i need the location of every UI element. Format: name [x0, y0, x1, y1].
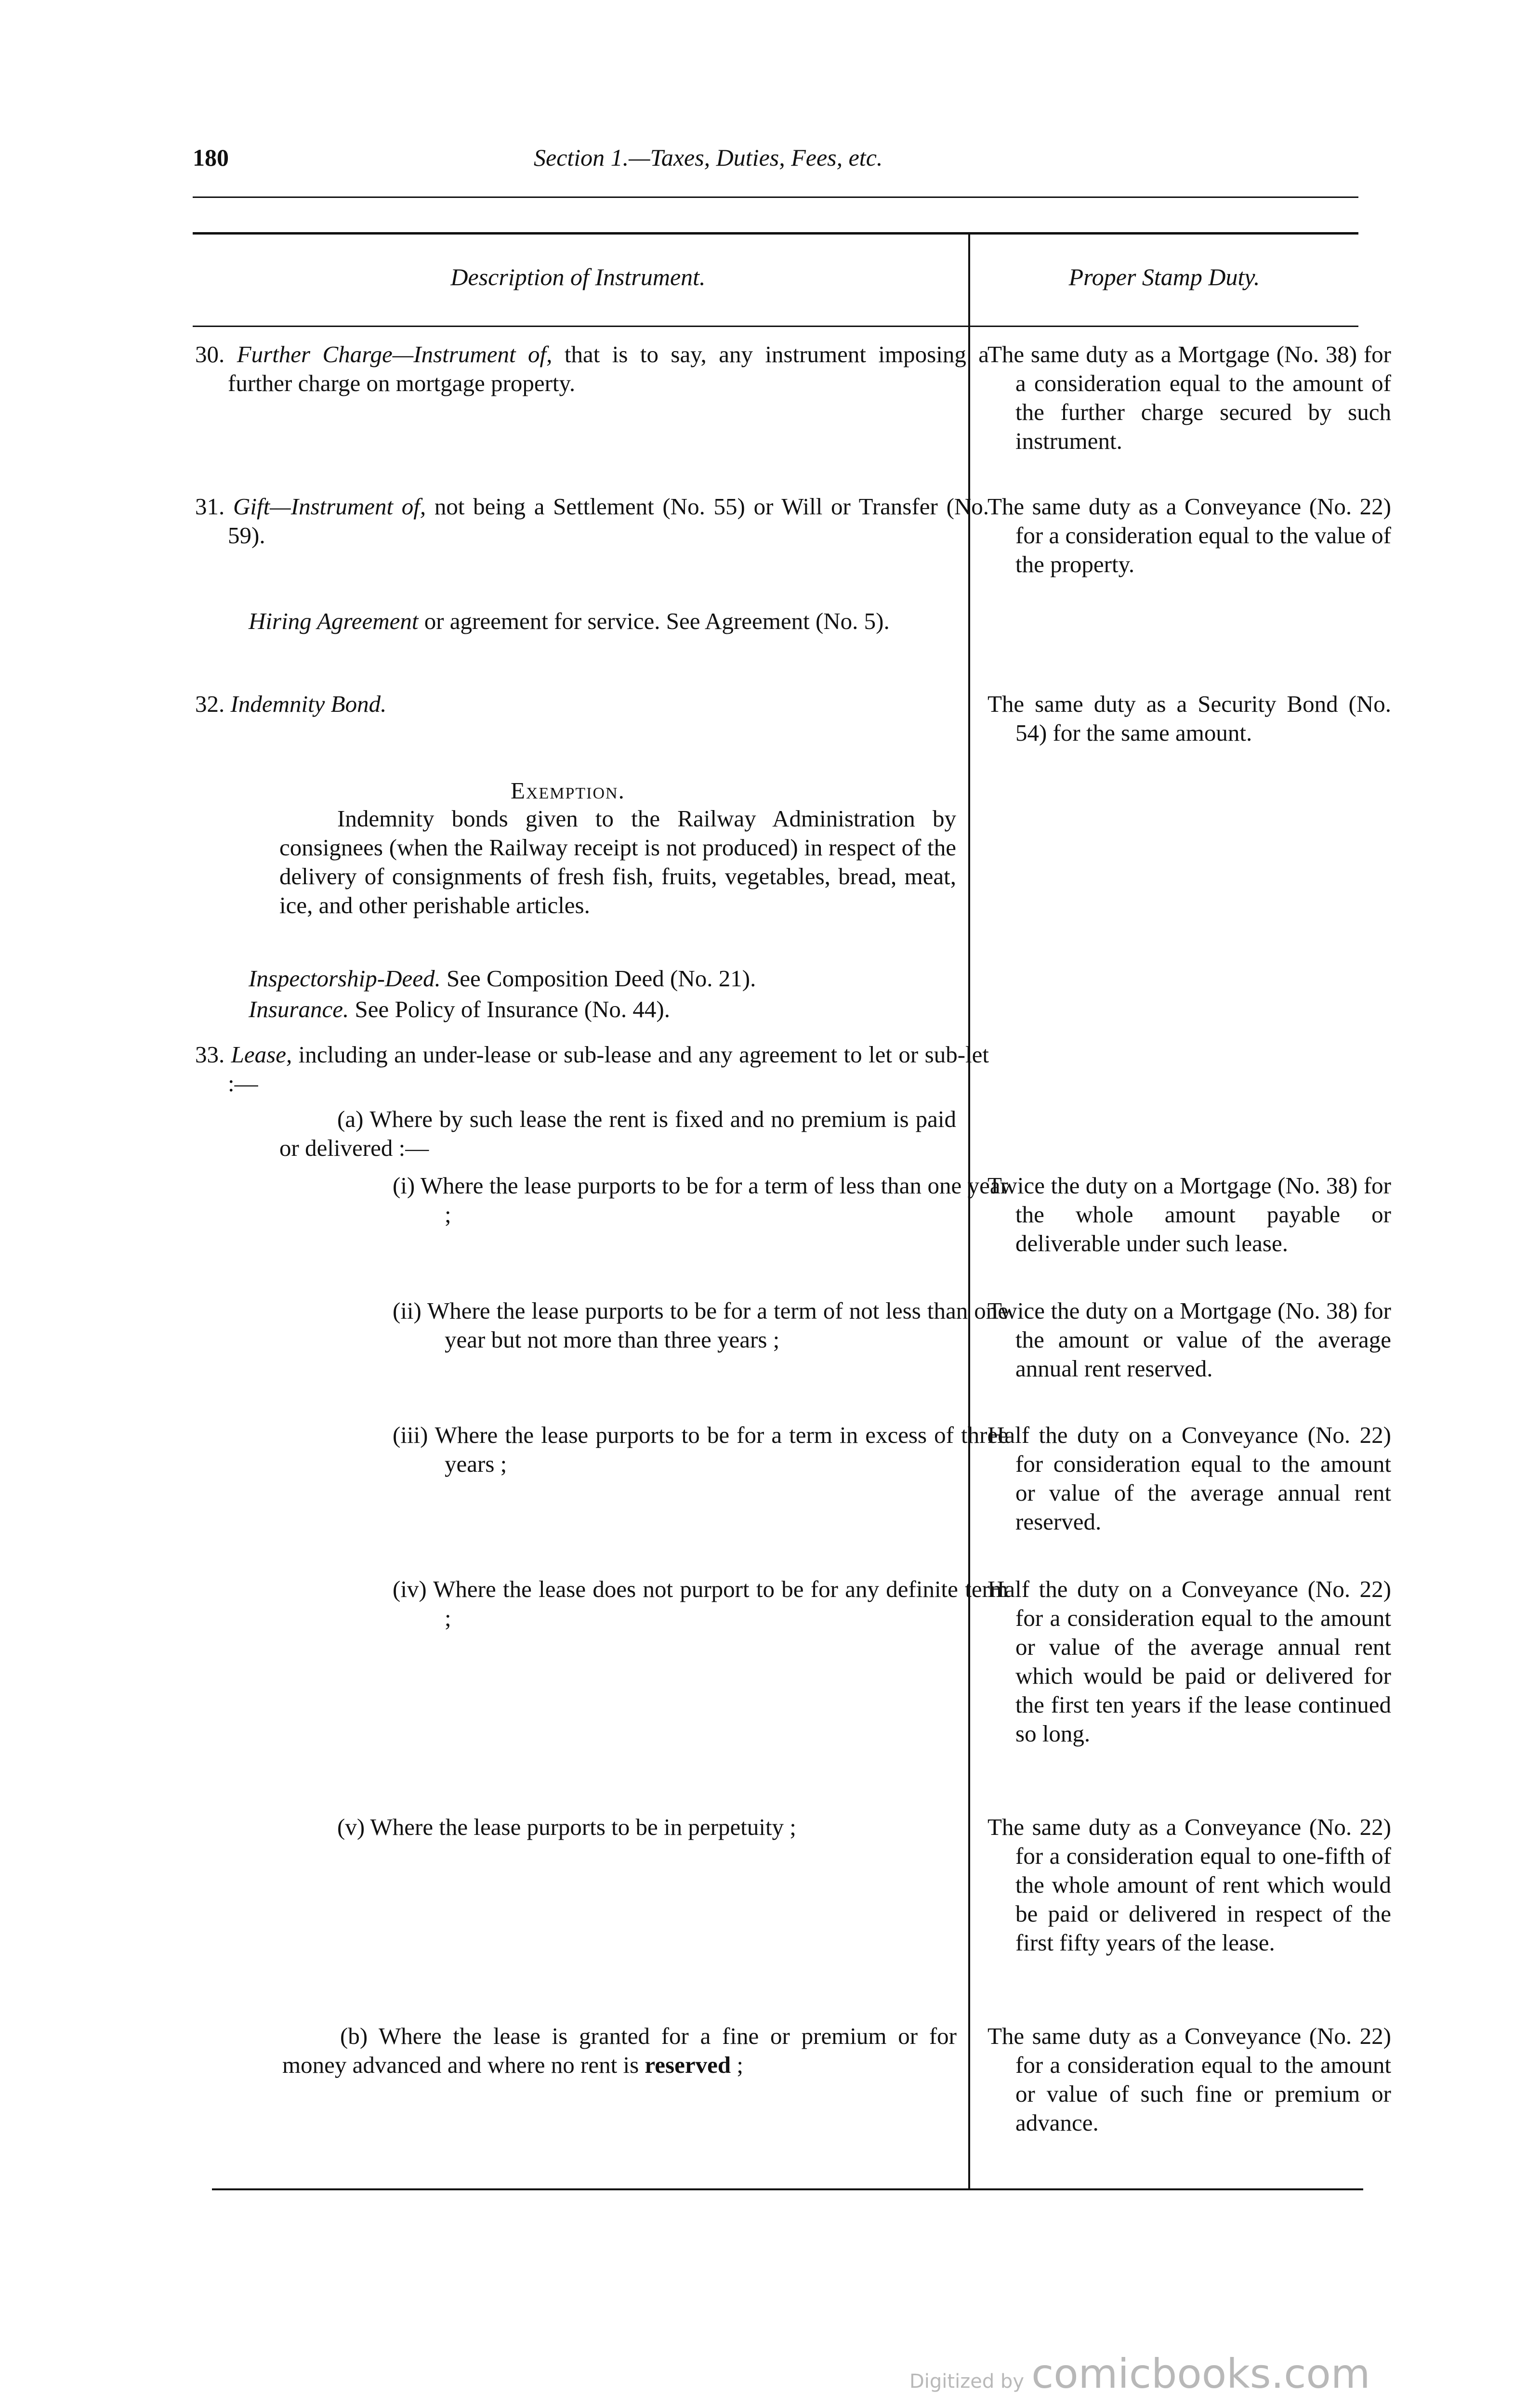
watermark-brand: comicbooks.com: [1031, 2350, 1370, 2397]
clause-text: Where the lease is granted for a fine or premium or for money advanced and where no rent is: [282, 2023, 957, 2078]
entry-31-duty: The same duty as a Conveyance (No. 22) for a consideration equal to the value of the property.: [987, 493, 1391, 577]
reference-title: Hiring Agreement: [249, 608, 419, 634]
reference-text: See Policy of Insurance (No. 44).: [349, 996, 670, 1022]
entry-title: Gift—Instrument of,: [233, 493, 426, 520]
clause-a: [279, 1105, 956, 1163]
insurance-reference: [249, 995, 957, 1024]
clause-label: (b): [340, 2023, 368, 2049]
clause-text: Where by such lease the rent is fixed and no premium is paid or delivered :—: [279, 1106, 956, 1161]
subclause-text: Where the lease purports to be in perpetuity ;: [365, 1814, 796, 1840]
subclause-label: (iii): [393, 1422, 428, 1448]
digitization-watermark: [909, 2350, 1370, 2397]
table-bottom-rule: [212, 2188, 1363, 2190]
entry-32-duty: The same duty as a Security Bond (No. 54) for the same amount.: [987, 691, 1391, 746]
subclause-i-duty: Twice the duty on a Mortgage (No. 38) for the whole amount payable or deliverable under such lease.: [987, 1172, 1391, 1256]
subclause-label: (i): [393, 1172, 415, 1199]
subclause-label: (ii): [393, 1297, 421, 1324]
clause-text-end: ;: [731, 2052, 743, 2078]
inspectorship-reference: [249, 964, 957, 993]
subclause-v-duty: The same duty as a Conveyance (No. 22) for a consideration equal to one-fifth of the whole amount of rent which would be paid or delivered in respect of the first fifty years of the lease.: [987, 1814, 1391, 1956]
subclause-iii-duty: Half the duty on a Conveyance (No. 22) for consideration equal to the amount or value of the average annual rent reserved.: [987, 1422, 1391, 1535]
exemption-heading: Exemption.: [511, 777, 625, 804]
table-top-rule: [193, 232, 1358, 235]
header-rule: [193, 196, 1358, 198]
subclause-iv-duty: Half the duty on a Conveyance (No. 22) for a consideration equal to the amount or value of the average annual rent which would be paid or delivered for the first ten years if the lease continued so long.: [987, 1576, 1391, 1747]
subclause-label: (v): [337, 1814, 365, 1840]
exemption-text: Indemnity bonds given to the Railway Administration by consignees (when the Railway receipt is not produced) in respect of the delivery of consignments of fresh fish, fruits, vegetables, bread, meat, ice, and other perishable articles.: [279, 805, 956, 918]
reference-text: or agreement for service. See Agreement (No. 5).: [418, 608, 890, 634]
entry-text: including an under-lease or sub-lease and any agreement to let or sub-let :—: [228, 1041, 989, 1097]
entry-30-description: [195, 340, 989, 398]
subclause-ii-duty: Twice the duty on a Mortgage (No. 38) for the amount or value of the average annual rent reserved.: [987, 1297, 1391, 1382]
subclause-text: Where the lease does not purport to be for any definite term ;: [433, 1576, 1008, 1631]
page-number: 180: [193, 144, 229, 171]
subclause-text: Where the lease purports to be for a term of less than one year ;: [420, 1172, 1008, 1228]
entry-title: Indemnity Bond.: [230, 691, 387, 717]
subclause-ii: [393, 1296, 1008, 1354]
subclause-label: (iv): [393, 1576, 427, 1602]
entry-number: 32.: [195, 691, 225, 717]
description-column-heading: Description of Instrument.: [450, 263, 706, 290]
entry-32-description: [195, 690, 956, 719]
duty-column-heading: Proper Stamp Duty.: [1068, 263, 1260, 290]
subclause-text: Where the lease purports to be for a term in excess of three years ;: [434, 1422, 1008, 1477]
subclause-v: [337, 1813, 959, 1842]
reference-title: Insurance.: [249, 996, 349, 1022]
entry-number: 33.: [195, 1041, 225, 1068]
clause-text-bold: reserved: [645, 2052, 731, 2078]
section-title: Section 1.—Taxes, Duties, Fees, etc.: [534, 144, 883, 171]
watermark-prefix: Digitized by: [909, 2370, 1024, 2393]
subclause-iv: [393, 1575, 1008, 1633]
entry-30-duty: The same duty as a Mortgage (No. 38) for a consideration equal to the amount of the further charge secured by such instrument.: [987, 341, 1391, 454]
entry-text: not being a Settlement (No. 55) or Will or Transfer (No. 59).: [228, 493, 989, 549]
entry-text: that is to say, any instrument imposing a further charge on mortgage property.: [228, 341, 989, 396]
subclause-iii: [393, 1421, 1008, 1479]
clause-label: (a): [337, 1106, 364, 1132]
entry-33-description: [195, 1040, 989, 1098]
entry-title: Further Charge—Instrument of,: [237, 341, 553, 367]
entry-number: 31.: [195, 493, 225, 520]
clause-b: [282, 2022, 957, 2080]
entry-31-description: [195, 492, 989, 550]
reference-text: See Composition Deed (No. 21).: [440, 965, 756, 992]
subclause-i: [393, 1171, 1008, 1229]
reference-title: Inspectorship-Deed.: [249, 965, 441, 992]
entry-number: 30.: [195, 341, 225, 367]
subclause-text: Where the lease purports to be for a term of not less than one year but not more than three years ;: [427, 1297, 1008, 1353]
entry-title: Lease,: [231, 1041, 292, 1068]
column-header-rule: [193, 326, 1358, 327]
clause-b-duty: The same duty as a Conveyance (No. 22) for a consideration equal to the amount or value of such fine or premium or advance.: [987, 2023, 1391, 2136]
hiring-agreement-reference: [249, 607, 989, 636]
